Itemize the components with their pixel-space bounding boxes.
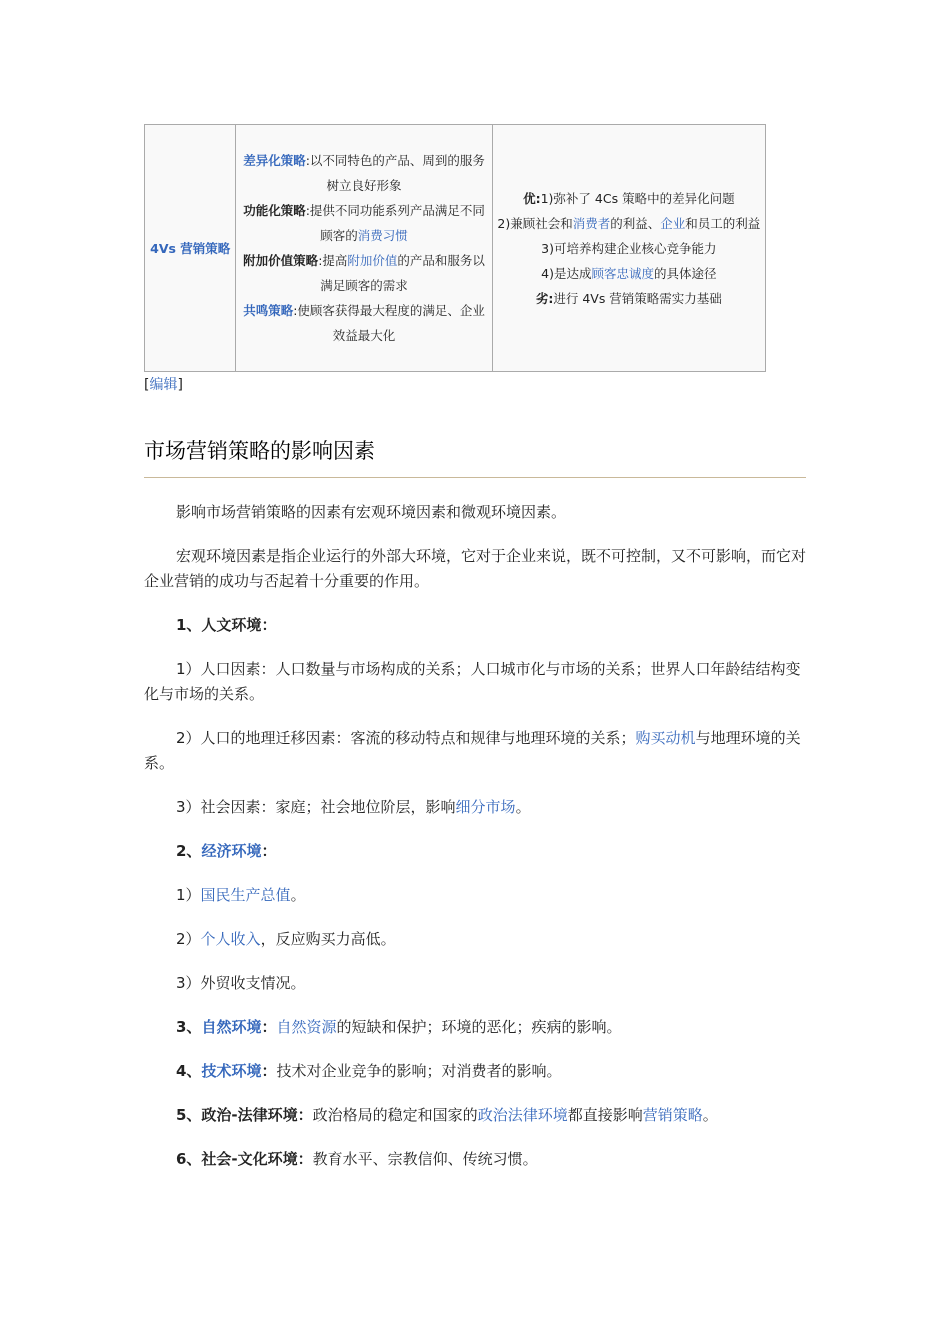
edit-link[interactable]: 编辑 xyxy=(149,377,178,393)
strategy-item xyxy=(239,148,488,198)
paragraph xyxy=(144,1147,806,1172)
strategy-label: 附加价值策略 xyxy=(243,253,319,268)
inline-link[interactable]: 消费者 xyxy=(572,215,611,231)
inline-link[interactable]: 经济环境 xyxy=(201,842,262,860)
text-run: :以不同特色的产品、周到的服务树立良好形象 xyxy=(305,153,485,193)
section-divider xyxy=(144,477,806,478)
inline-link[interactable]: 技术环境 xyxy=(201,1062,262,1080)
text-run: 4、 xyxy=(176,1062,202,1080)
text-run: 2）人口的地理迁移因素：客流的移动特点和规律与地理环境的关系； xyxy=(176,729,636,747)
strategy-label: 功能化策略 xyxy=(243,203,306,218)
strategy-label[interactable]: 差异化策略 xyxy=(243,153,306,168)
text-run: 2、 xyxy=(176,842,202,860)
pro-item xyxy=(496,211,762,236)
cons-text: 进行 4Vs 营销策略需实力基础 xyxy=(553,290,722,306)
strategy-label[interactable]: 共鸣策略 xyxy=(243,303,294,318)
inline-link[interactable]: 消费习惯 xyxy=(357,228,408,243)
text-run: :使顾客获得最大程度的满足、企业效益最大化 xyxy=(293,303,485,343)
con-item xyxy=(496,286,762,311)
inline-link[interactable]: 企业 xyxy=(660,215,686,231)
edit-section xyxy=(144,374,183,396)
text-run: 1） xyxy=(176,886,201,904)
strategy-item xyxy=(239,298,488,348)
paragraph xyxy=(144,839,806,864)
text-run: 与地理环境的关系。 xyxy=(144,729,801,772)
text-run: 3、 xyxy=(176,1018,202,1036)
text-run: ： xyxy=(261,1062,277,1080)
text-run: 的具体途径 xyxy=(654,265,717,281)
section-title: 市场营销策略的影响因素 xyxy=(144,439,375,463)
inline-link[interactable]: 自然环境 xyxy=(201,1018,262,1036)
inline-link[interactable]: 个人收入 xyxy=(200,930,261,948)
inline-link[interactable]: 政治法律环境 xyxy=(477,1106,568,1124)
text-run: 2)兼顾社会和 xyxy=(497,215,573,231)
text-run: 3）社会因素：家庭；社会地位阶层，影响 xyxy=(176,798,456,816)
section-body xyxy=(144,500,806,1191)
paragraph xyxy=(144,1103,806,1128)
text-run: 6、社会-文化环境： xyxy=(176,1150,313,1168)
inline-link[interactable]: 顾客忠诚度 xyxy=(591,265,654,281)
paragraph xyxy=(144,971,806,996)
inline-link[interactable]: 附加价值 xyxy=(347,253,398,268)
text-run: 宏观环境因素是指企业运行的外部大环境，它对于企业来说，既不可控制，又不可影响，而它对企业营销的成功与否起着十分重要的作用。 xyxy=(144,547,807,590)
cons-label: 劣: xyxy=(535,290,554,306)
inline-link[interactable]: 国民生产总值 xyxy=(200,886,291,904)
text-run: ： xyxy=(261,1018,277,1036)
edit-bracket-open: [ xyxy=(144,377,150,393)
text-run: 1）人口因素：人口数量与市场构成的关系；人口城市化与市场的关系；世界人口年龄结结构变化与市场的关系。 xyxy=(144,660,801,703)
text-run: 教育水平、宗教信仰、传统习惯。 xyxy=(312,1150,538,1168)
text-run: ，反应购买力高低。 xyxy=(260,930,396,948)
paragraph xyxy=(144,883,806,908)
pros-label: 优: xyxy=(523,190,541,206)
strategy-table xyxy=(144,124,766,372)
inline-link[interactable]: 自然资源 xyxy=(276,1018,337,1036)
paragraph xyxy=(144,1059,806,1084)
text-run: 。 xyxy=(290,886,306,904)
text-run: 2） xyxy=(176,930,201,948)
paragraph xyxy=(144,657,806,707)
text-run: 技术对企业竞争的影响；对消费者的影响。 xyxy=(276,1062,562,1080)
paragraph xyxy=(144,1015,806,1040)
text-run: 3)可培养构建企业核心竞争能力 xyxy=(541,240,717,256)
pro-item xyxy=(496,186,762,211)
text-run: 3）外贸收支情况。 xyxy=(176,974,306,992)
paragraph xyxy=(144,726,806,776)
text-run: 4)是达成 xyxy=(541,265,592,281)
evaluation-cell xyxy=(492,125,765,372)
pro-item xyxy=(496,261,762,286)
inline-link[interactable]: 营销策略 xyxy=(642,1106,703,1124)
strategy-name-link[interactable]: 4Vs 营销策略 xyxy=(150,240,231,256)
table-row xyxy=(145,125,766,372)
text-run: :提供不同功能系列产品满足不同顾客的 xyxy=(305,203,485,243)
text-run: ： xyxy=(261,842,277,860)
text-run: 的短缺和保护；环境的恶化；疾病的影响。 xyxy=(336,1018,622,1036)
inline-link[interactable]: 购买动机 xyxy=(635,729,696,747)
pro-item xyxy=(496,236,762,261)
text-run: 1)弥补了 4Cs 策略中的差异化问题 xyxy=(540,190,735,206)
text-run: 影响市场营销策略的因素有宏观环境因素和微观环境因素。 xyxy=(176,503,567,521)
text-run: 的利益、 xyxy=(610,215,661,231)
paragraph xyxy=(144,927,806,952)
paragraph xyxy=(144,544,806,594)
text-run: 和员工的利益 xyxy=(685,215,761,231)
paragraph xyxy=(144,613,806,638)
edit-bracket-close: ] xyxy=(177,377,183,393)
strategy-item xyxy=(239,248,488,298)
strategy-name-cell xyxy=(145,125,236,372)
text-run: 。 xyxy=(515,798,531,816)
text-run: :提高 xyxy=(318,253,348,268)
strategy-item xyxy=(239,198,488,248)
text-run: 。 xyxy=(702,1106,718,1124)
inline-link[interactable]: 细分市场 xyxy=(455,798,516,816)
text-run: 政治格局的稳定和国家的 xyxy=(312,1106,478,1124)
strategy-list-cell xyxy=(236,125,492,372)
paragraph xyxy=(144,795,806,820)
paragraph xyxy=(144,500,806,525)
text-run: 5、政治-法律环境： xyxy=(176,1106,313,1124)
text-run: 的产品和服务以满足顾客的需求 xyxy=(320,253,485,293)
text-run: 都直接影响 xyxy=(567,1106,643,1124)
text-run: 1、人文环境： xyxy=(176,616,277,634)
